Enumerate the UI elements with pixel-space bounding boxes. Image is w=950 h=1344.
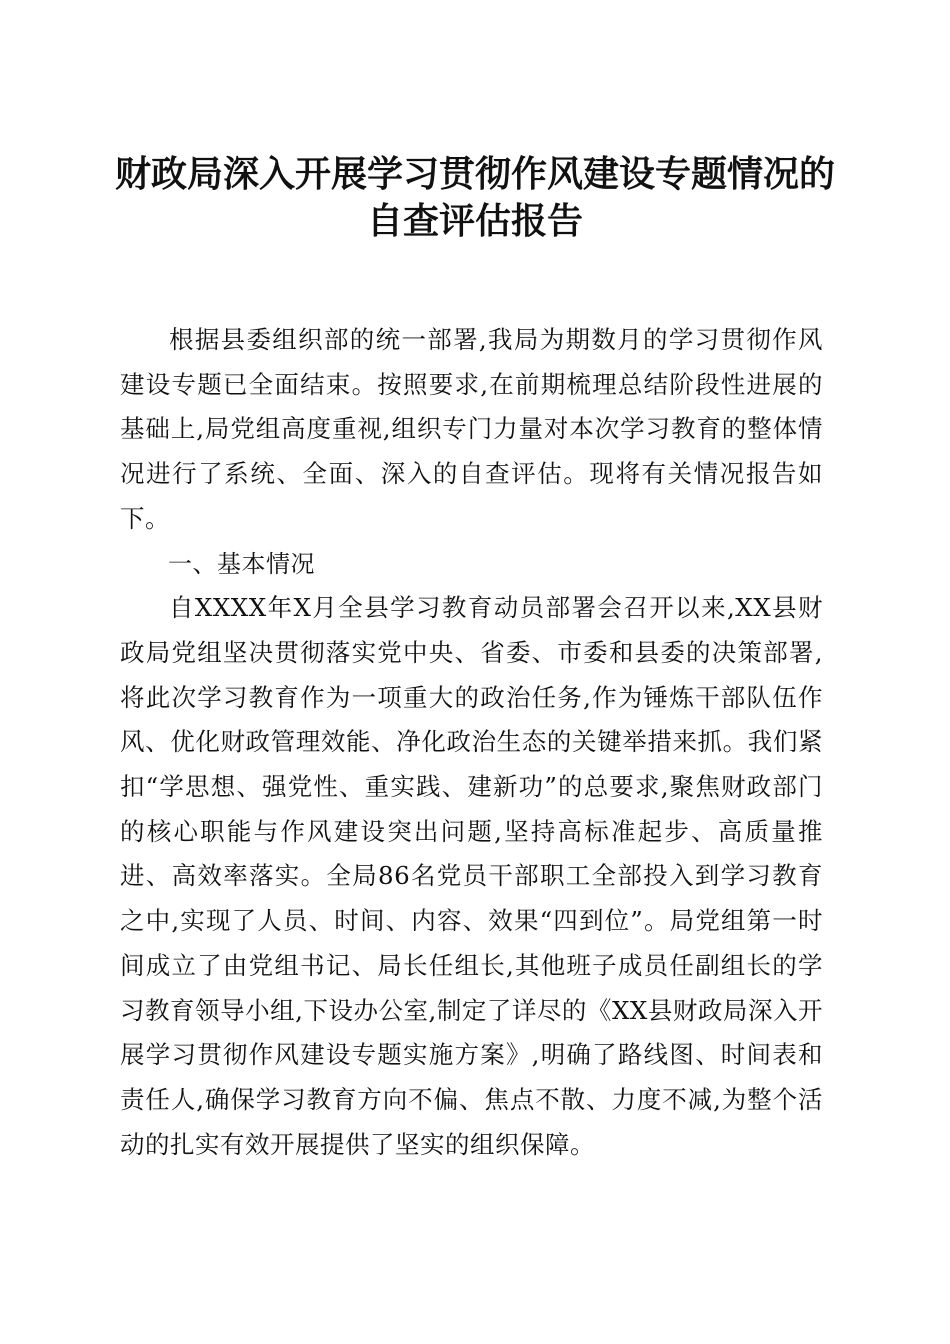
document-body [120, 318, 823, 1167]
title-line-1: 财政局深入开展学习贯彻作风建设专题情况的 [114, 153, 835, 195]
title-line-2: 自查评估报告 [366, 200, 583, 242]
section-heading-basic-situation: 一、基本情况 [168, 549, 315, 578]
document-title [100, 151, 850, 245]
intro-paragraph: 根据县委组织部的统一部署,我局为期数月的学习贯彻作风建设专题已全面结束。按照要求,在前期梳理总结阶段性进展的基础上,局党组高度重视,组织专门力量对本次学习教育的整体情况进行了系统、全面、深入的自查评估。现将有关情况报告如下。 [120, 325, 823, 533]
section-paragraph-basic-situation: 自XXXX年X月全县学习教育动员部署会召开以来,XX县财政局党组坚决贯彻落实党中央、省委、市委和县委的决策部署,将此次学习教育作为一项重大的政治任务,作为锤炼干部队伍作风、优化财政管理效能、净化政治生态的关键举措来抓。我们紧扣“学思想、强党性、重实践、建新功”的总要求,聚焦财政部门的核心职能与作风建设突出问题,坚持高标准起步、高质量推进、高效率落实。全局86名党员干部职工全部投入到学习教育之中,实现了人员、时间、内容、效果“四到位”。局党组第一时间成立了由党组书记、局长任组长,其他班子成员任副组长的学习教育领导小组,下设办公室,制定了详尽的《XX县财政局深入开展学习贯彻作风建设专题实施方案》,明确了路线图、时间表和责任人,确保学习教育方向不偏、焦点不散、力度不减,为整个活动的扎实有效开展提供了坚实的组织保障。 [120, 593, 823, 1159]
